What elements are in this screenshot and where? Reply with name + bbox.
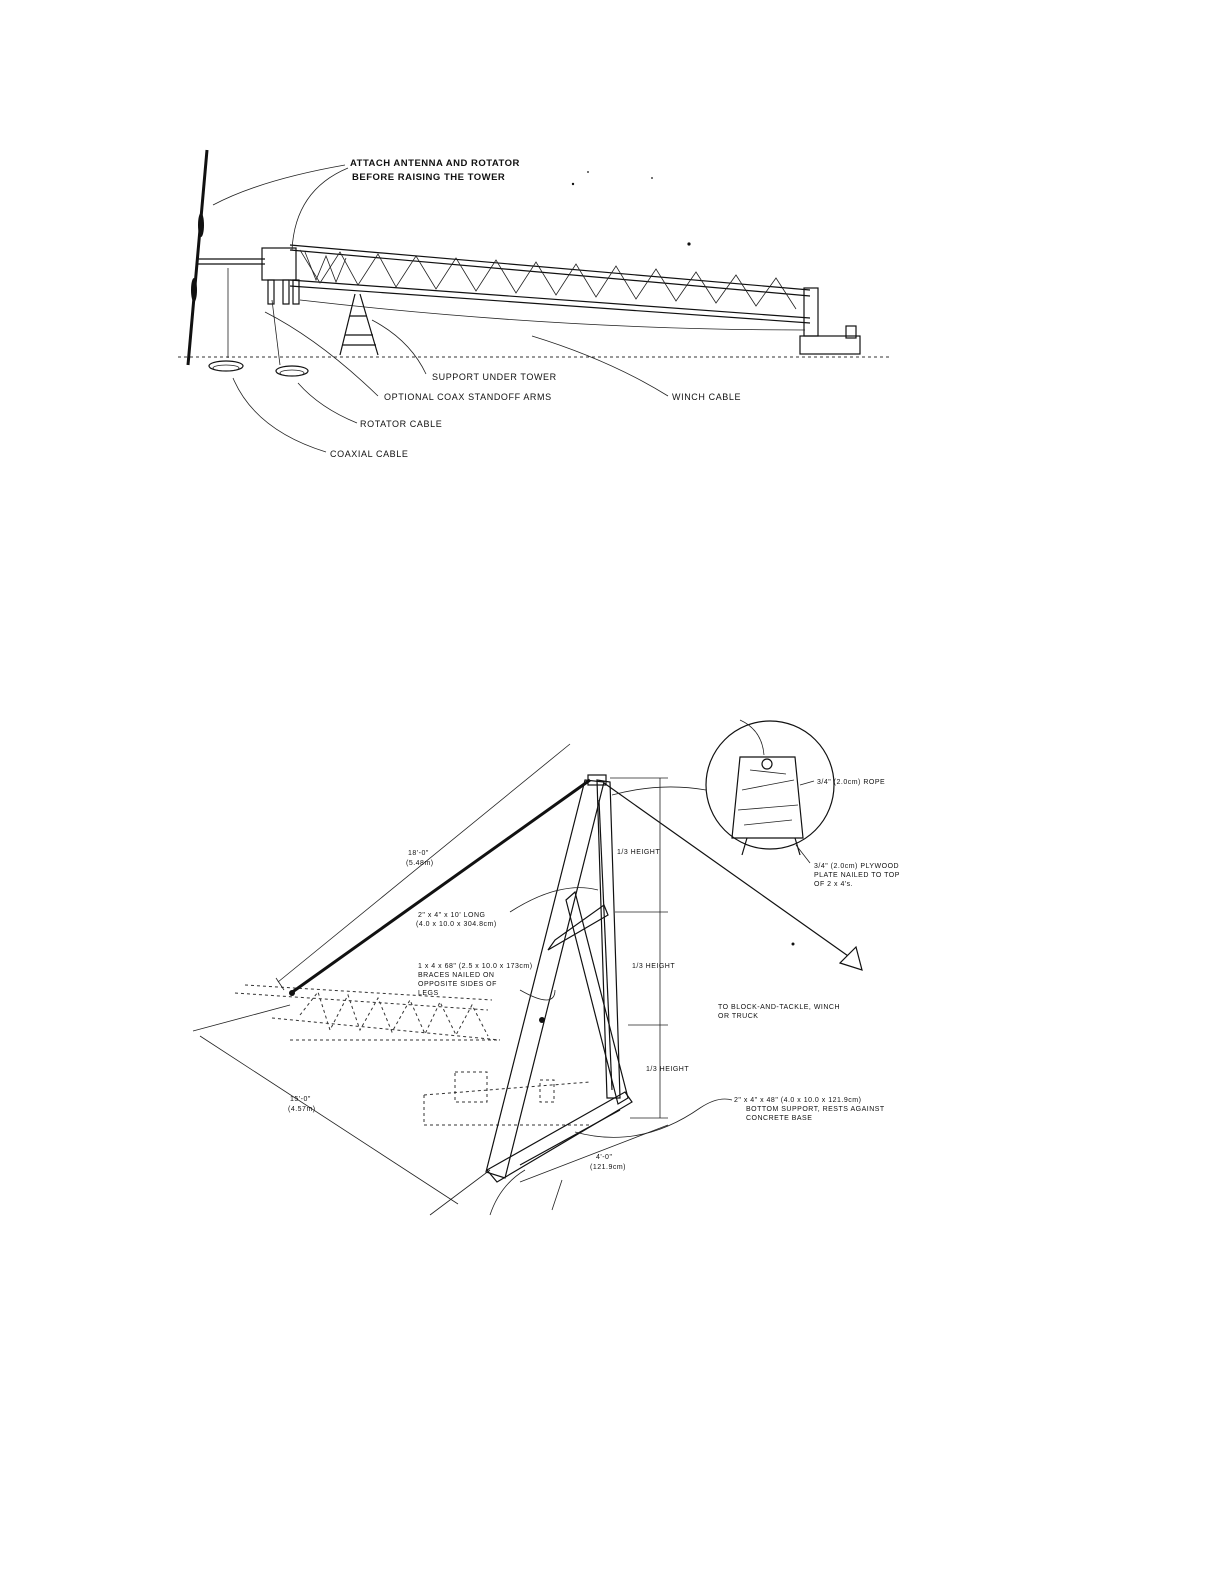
- figure-1-horizontal-tower: [178, 150, 890, 459]
- coaxial-cable-label: COAXIAL CABLE: [330, 449, 409, 459]
- leg-size-metric: (4.0 x 10.0 x 304.8cm): [416, 921, 497, 928]
- winch-cable-label: WINCH CABLE: [672, 392, 742, 402]
- gin-pole-foot: [289, 990, 295, 996]
- rotator-housing: [262, 248, 296, 280]
- a-frame: [486, 775, 632, 1182]
- brace-label-4: LEGS: [418, 990, 439, 997]
- rope-plate-detail: [706, 720, 834, 863]
- concrete-base: [800, 336, 860, 354]
- standoff-label: OPTIONAL COAX STANDOFF ARMS: [384, 392, 552, 402]
- pull-arrow: [840, 947, 862, 970]
- antenna-element: [198, 213, 204, 237]
- pole-length-metric: (5.48m): [406, 860, 434, 867]
- third-height-bottom: 1/3 HEIGHT: [646, 1066, 690, 1073]
- bottom-support-label-2: BOTTOM SUPPORT, RESTS AGAINST: [746, 1106, 885, 1113]
- width-metric: (121.9cm): [590, 1164, 627, 1171]
- plywood-label-2: PLATE NAILED TO TOP: [814, 872, 900, 879]
- plywood-label-3: OF 2 x 4's.: [814, 881, 854, 888]
- brace-label-1: 1 x 4 x 68" (2.5 x 10.0 x 173cm): [418, 963, 533, 970]
- pull-label-2: OR TRUCK: [718, 1013, 759, 1020]
- dashed-tower-outline: [235, 985, 592, 1125]
- base-length-metric: (4.57m): [288, 1106, 316, 1113]
- brace-label-2: BRACES NAILED ON: [418, 972, 495, 979]
- rotator-cable-label: ROTATOR CABLE: [360, 419, 443, 429]
- pole-length-label: 18'-0": [408, 850, 429, 857]
- antenna-element: [191, 278, 197, 302]
- base-dimension: [200, 1036, 458, 1204]
- gin-pole: [291, 780, 590, 993]
- width-label: 4'-0": [596, 1154, 613, 1161]
- figure-2-gin-pole: [193, 720, 900, 1215]
- support-sawhorse: [340, 294, 378, 355]
- coax-standoff-arm: [268, 280, 274, 304]
- bottom-support-label-1: 2" x 4" x 48" (4.0 x 10.0 x 121.9cm): [734, 1097, 862, 1104]
- tower-truss: [290, 245, 810, 323]
- antenna-mast: [188, 150, 207, 365]
- coax-standoff-arm: [293, 280, 299, 304]
- bottom-support-label-3: CONCRETE BASE: [746, 1115, 813, 1122]
- attach-label-line1: ATTACH ANTENNA AND ROTATOR: [350, 158, 520, 169]
- third-height-mid: 1/3 HEIGHT: [632, 963, 676, 970]
- pull-label-1: TO BLOCK-AND-TACKLE, WINCH: [718, 1004, 841, 1011]
- support-label: SUPPORT UNDER TOWER: [432, 372, 557, 382]
- coax-standoff-arm: [283, 280, 289, 304]
- rotator-drop: [272, 300, 280, 365]
- rope-label: 3/4" (2.0cm) ROPE: [817, 779, 886, 786]
- plywood-label-1: 3/4" (2.0cm) PLYWOOD: [814, 863, 900, 870]
- base-length-label: 15'-0": [290, 1096, 311, 1103]
- third-height-top: 1/3 HEIGHT: [617, 849, 661, 856]
- leg-size-label: 2" x 4" x 10' LONG: [418, 912, 486, 919]
- attach-label-line2: BEFORE RAISING THE TOWER: [352, 172, 506, 183]
- brace-label-3: OPPOSITE SIDES OF: [418, 981, 497, 988]
